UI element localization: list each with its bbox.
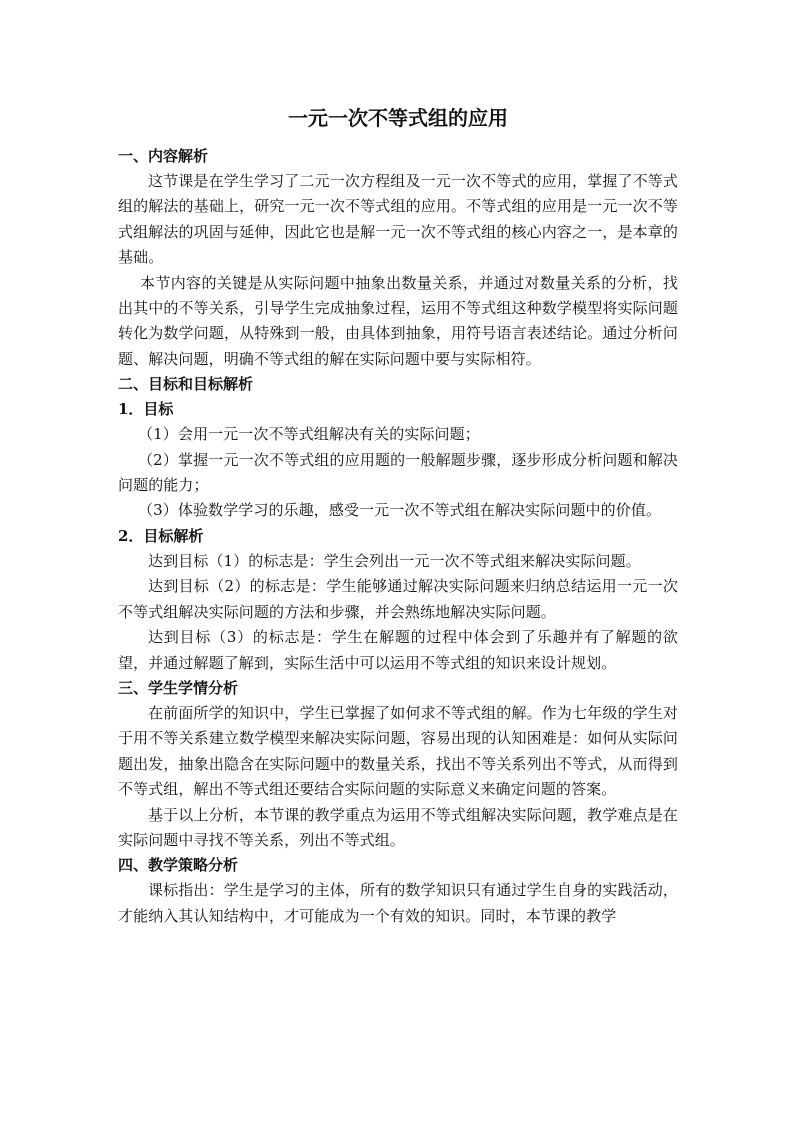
paragraph: 达到目标（2）的标志是：学生能够通过解决实际问题来归纳总结运用一元一次不等式组解决实际问题的方法和步骤，并会熟练地解决实际问题。 [118,577,678,621]
goal-item: （1）会用一元一次不等式组解决有关的实际问题； [138,425,480,444]
paragraph: 在前面所学的知识中，学生已掌握了如何求不等式组的解。作为七年级的学生对于用不等关系建立数学模型来解决实际问题，容易出现的认知困难是：如何从实际问题出发，抽象出隐含在实际问题中的数量关系，找出不等关系列出不等式，从而得到不等式组，解出不等式组还要结合实际问题的实际意义来确定问题的答案。 [118,703,678,799]
paragraph: 达到目标（1）的标志是：学生会列出一元一次不等式组来解决实际问题。 [148,551,641,570]
paragraph: 基于以上分析，本节课的教学重点为运用不等式组解决实际问题，教学难点是在实际问题中寻找不等关系，列出不等式组。 [118,805,678,849]
section-heading-content-analysis: 一、内容解析 [118,147,209,165]
goal-item: （2）掌握一元一次不等式组的应用题的一般解题步骤，逐步形成分析问题和解决问题的能力； [118,450,678,495]
document-page [118,100,678,929]
paragraph: 本节内容的关键是从实际问题中抽象出数量关系，并通过对数量关系的分析，找出其中的不等关系，引导学生完成抽象过程，运用不等式组这种数学模型将实际问题转化为数学问题，从特殊到一般，由具体到抽象，用符号语言表述结论。通过分析问题、解决问题，明确不等式组的解在实际问题中要与实际相符。 [118,273,678,368]
document-title: 一元一次不等式组的应用 [288,106,508,130]
section-heading-teaching-strategy: 四、教学策略分析 [118,856,239,875]
goal-item: （3）体验数学学习的乐趣，感受一元一次不等式组在解决实际问题中的价值。 [138,501,662,520]
paragraph: 达到目标（3）的标志是：学生在解题的过程中体会到了乐趣并有了解题的欲望，并通过解题了解到，实际生活中可以运用不等式组的知识来设计规划。 [118,628,678,672]
subheading-goals: 1．目标 [118,400,174,419]
paragraph: 这节课是在学生学习了二元一次方程组及一元一次不等式的应用，掌握了不等式组的解法的基础上，研究一元一次不等式组的应用。不等式组的应用是一元一次不等式组解法的巩固与延伸，因此它也是解一元一次不等式组的核心内容之一，是本章的基础。 [118,172,678,267]
paragraph: 课标指出：学生是学习的主体，所有的数学知识只有通过学生自身的实践活动，才能纳入其认知结构中，才可能成为一个有效的知识。同时，本节课的教学 [118,881,678,925]
section-heading-goals: 二、目标和目标解析 [118,375,254,394]
section-heading-student-analysis: 三、学生学情分析 [118,678,239,697]
subheading-goal-analysis: 2．目标解析 [118,526,204,545]
